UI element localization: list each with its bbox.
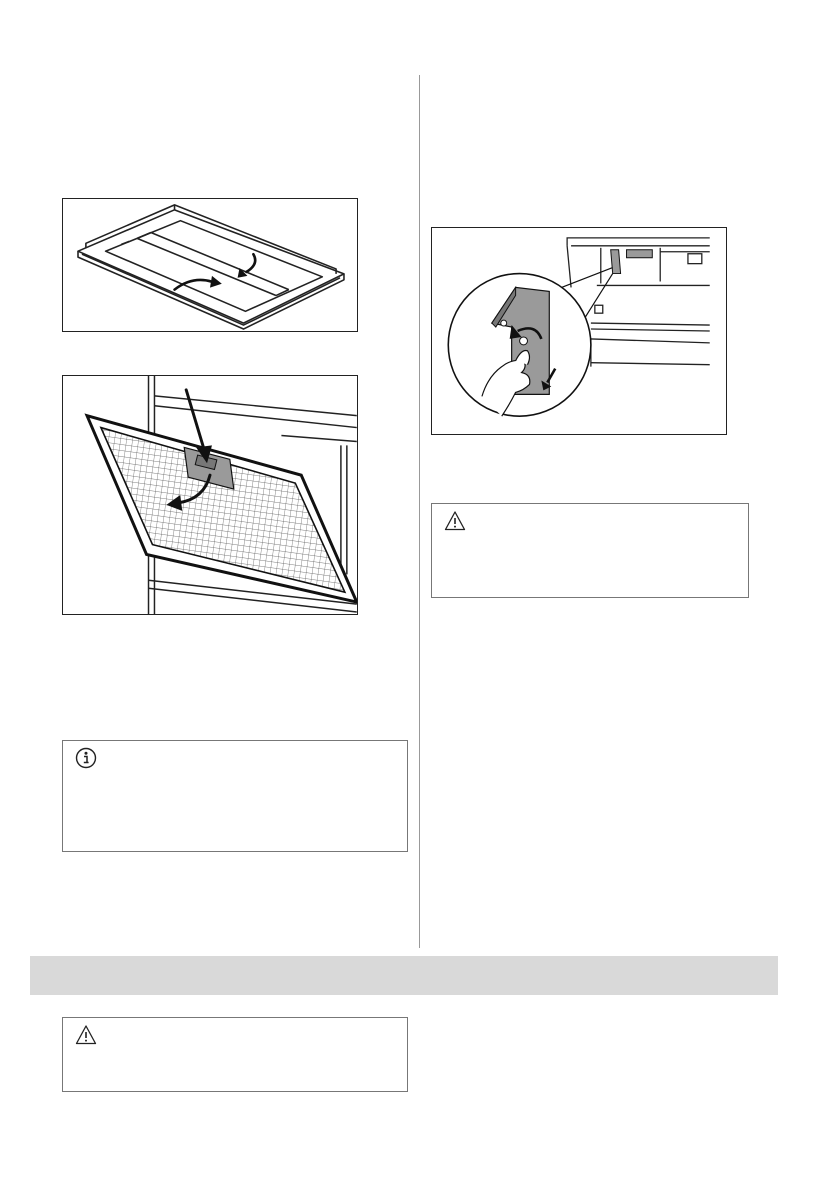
section-heading-band: [30, 956, 778, 995]
warning-triangle-icon: [75, 1024, 97, 1046]
charcoal-filter-bracket-illustration: [432, 228, 726, 434]
warning-notice-bottom: [62, 1017, 408, 1092]
warning-triangle-icon: [444, 510, 466, 532]
grease-filter-release-illustration: [63, 376, 357, 614]
column-divider: [419, 75, 420, 948]
info-icon: [75, 747, 97, 769]
figure-hood-panel: [62, 198, 358, 332]
hood-panel-rotate-illustration: [63, 199, 357, 331]
figure-charcoal-bracket: [431, 227, 727, 435]
warning-notice-right: [431, 503, 749, 598]
figure-grease-filter: [62, 375, 358, 615]
info-notice-left: [62, 740, 408, 852]
